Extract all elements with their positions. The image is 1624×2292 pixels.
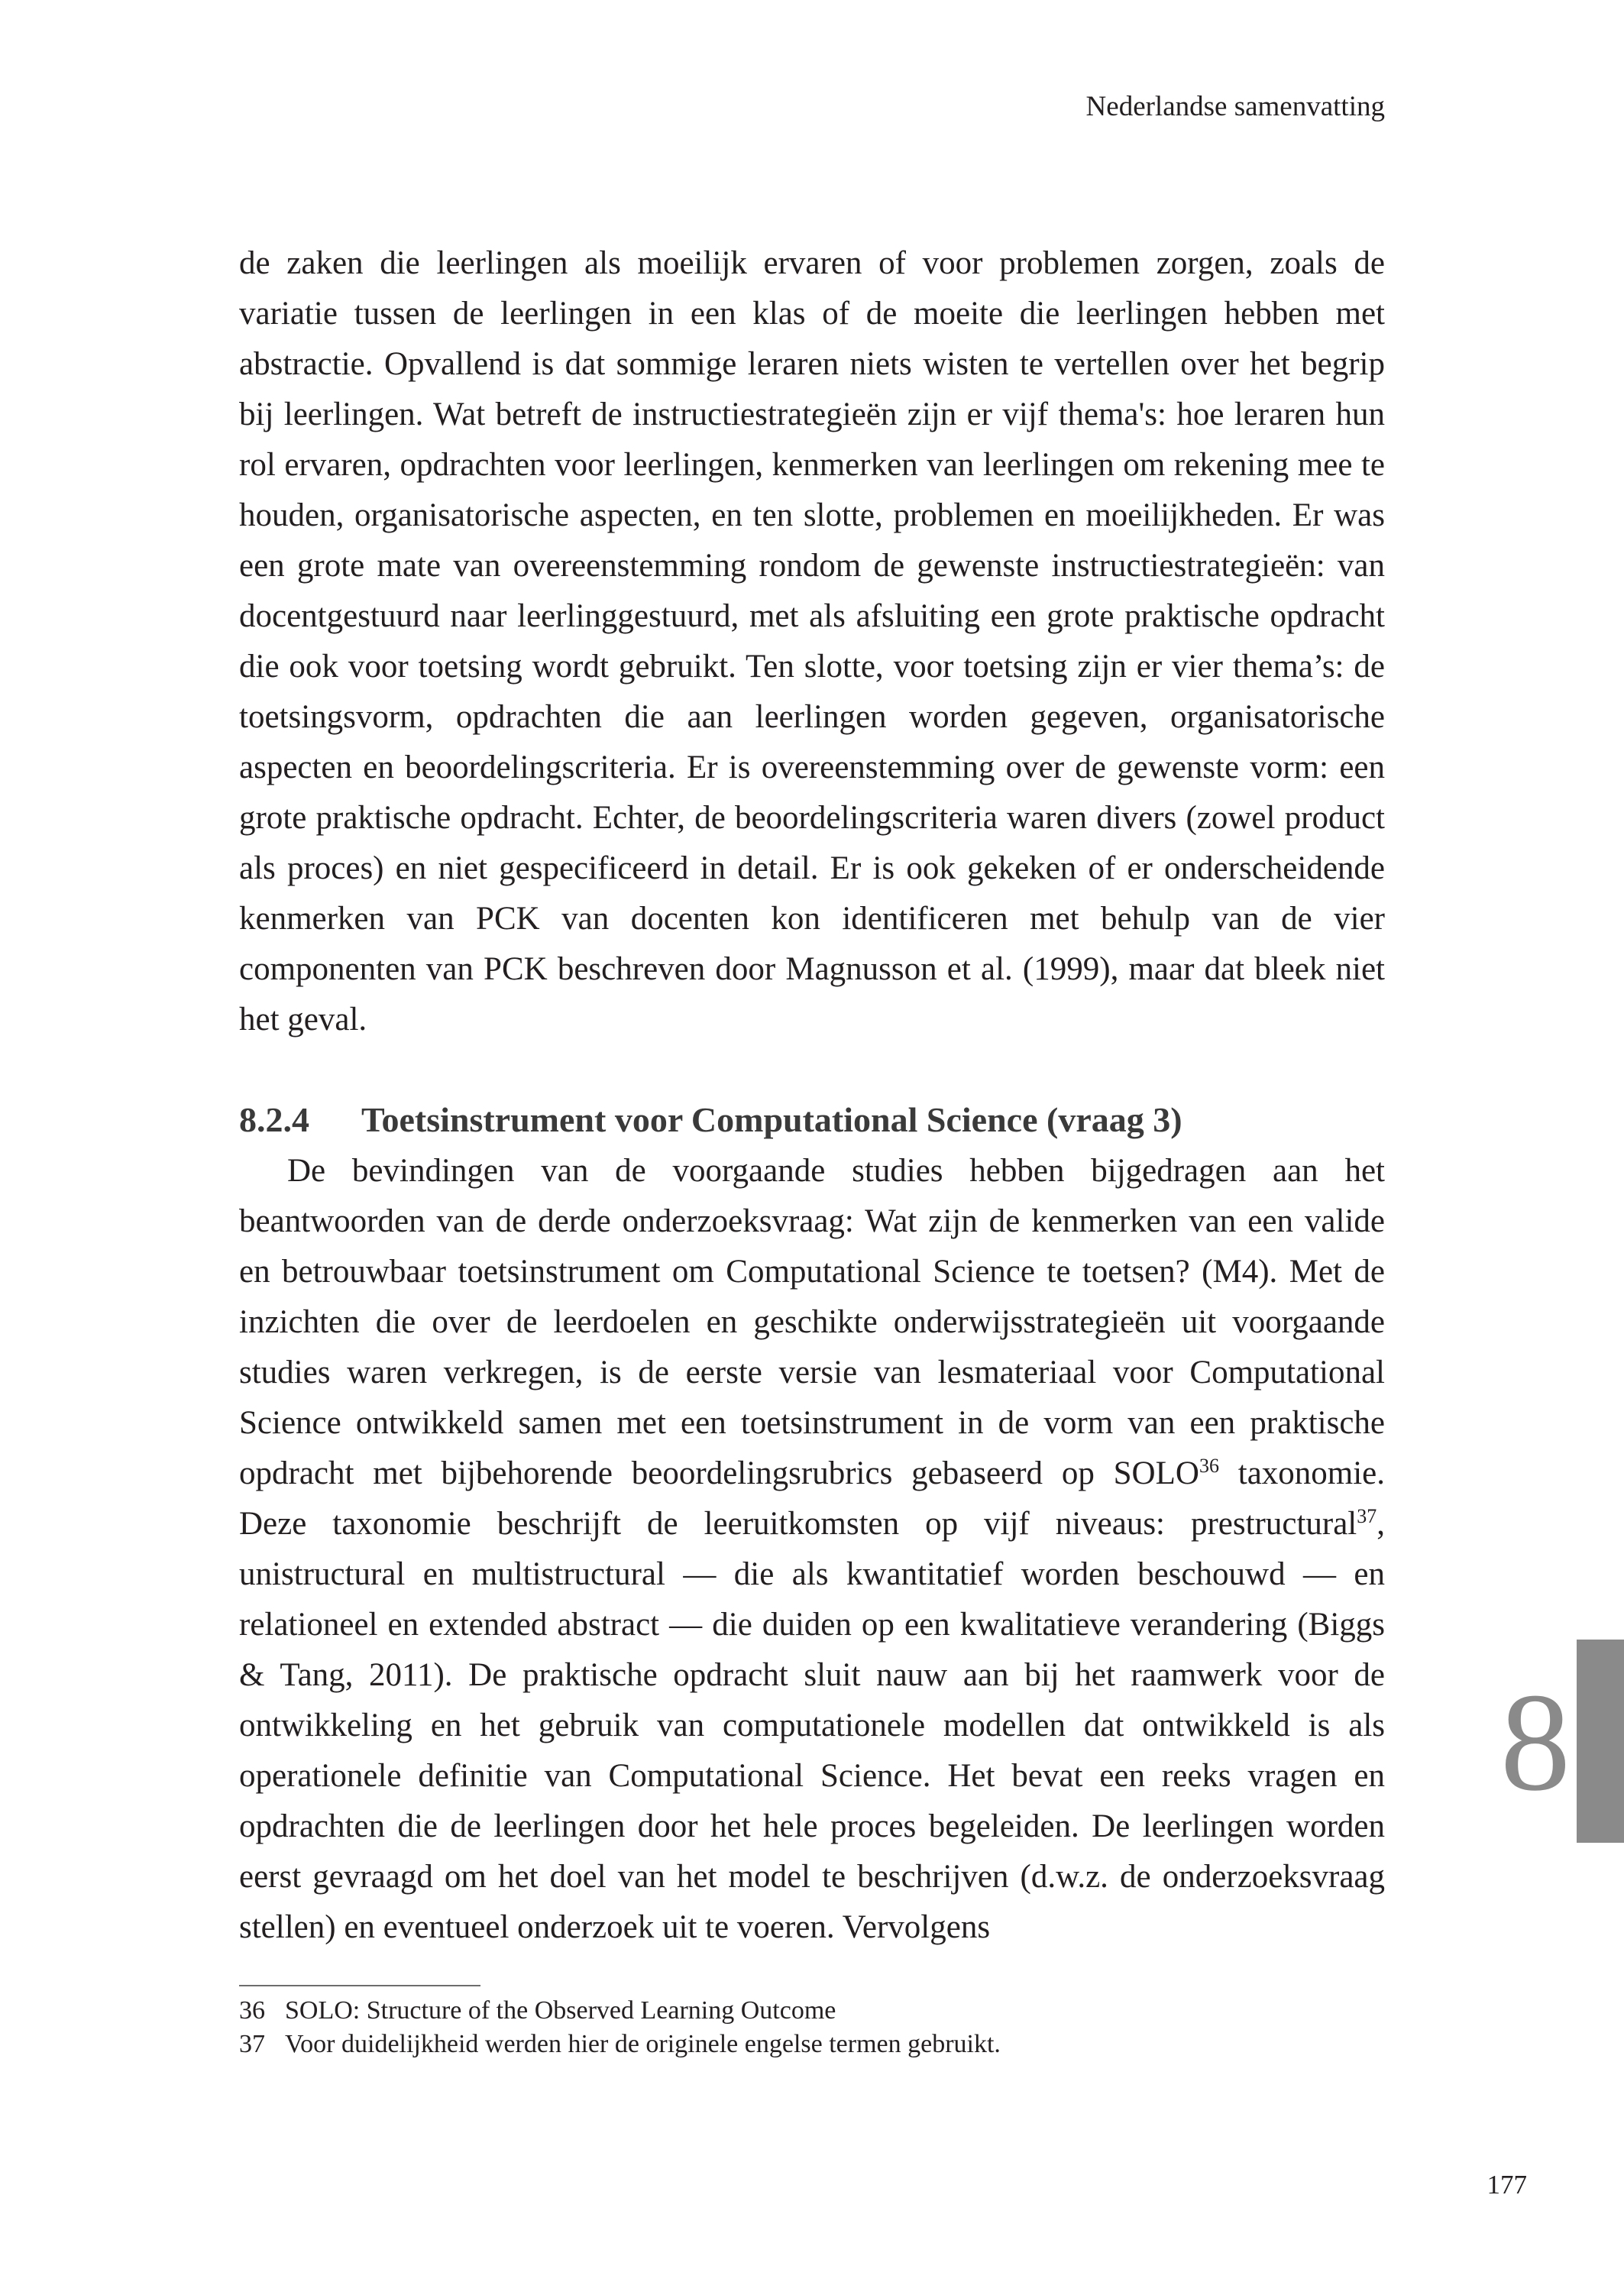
footnotes xyxy=(239,1994,1385,2061)
section-number: 8.2.4 xyxy=(239,1100,309,1139)
running-header: Nederlandse samenvatting xyxy=(1085,91,1385,122)
paragraph-2-text-b: taxonomie. Deze taxonomie beschrijft de leeruitkomsten op vijf niveaus: prestructural xyxy=(239,1455,1386,1542)
paragraph-2-text-c: , unistructural en multistructural — die als kwantitatief worden beschouwd — en relationeel en extended abstract — die duiden op een kwalitatieve verandering (Biggs & Tang, 2011). De praktische opdracht sluit nauw aan bij het raamwerk voor de ontwikkeling en het gebruik van computationele modellen dat ontwikkeld is als operationele definitie van Computational Science. Het bevat een reeks vragen en opdrachten die de leerlingen door het hele proces begeleiden. De leerlingen worden eerst gevraagd om het doel van het model te beschrijven (d.w.z. de onderzoeksvraag stellen) en eventueel onderzoek uit te voeren. Vervolgens xyxy=(239,1506,1385,1945)
footnote-divider xyxy=(239,1985,480,1986)
footnote-ref-36: 36 xyxy=(1199,1455,1219,1477)
footnote-ref-37: 37 xyxy=(1357,1505,1377,1527)
section-heading xyxy=(239,1095,1385,1145)
footnote-number: 37 xyxy=(239,2030,265,2058)
footnote-text: Voor duidelijkheid werden hier de originele engelse termen gebruikt. xyxy=(285,2030,1001,2058)
section-title: Toetsinstrument voor Computational Science (vraag 3) xyxy=(361,1100,1182,1139)
chapter-tab-marker xyxy=(1577,1640,1624,1843)
body-paragraph-2 xyxy=(239,1146,1385,1953)
page-number: 177 xyxy=(1487,2170,1527,2200)
footnote-37 xyxy=(239,2028,1385,2061)
body-paragraph-1: de zaken die leerlingen als moeilijk ervaren of voor problemen zorgen, zoals de variatie tussen de leerlingen in een klas of de moeite die leerlingen hebben met abstractie. Opvallend is dat sommige leraren niets wisten te vertellen over het begrip bij leerlingen. Wat betreft de instructiestrategieën zijn er vijf thema's: hoe leraren hun rol ervaren, opdrachten voor leerlingen, kenmerken van leerlingen om rekening mee te houden, organisatorische aspecten, en ten slotte, problemen en moeilijkheden. Er was een grote mate van overeenstemming rondom de gewenste instructiestrategieën: van docentgestuurd naar leerlinggestuurd, met als afsluiting een grote praktische opdracht die ook voor toetsing wordt gebruikt. Ten slotte, voor toetsing zijn er vier thema’s: de toetsingsvorm, opdrachten die aan leerlingen worden gegeven, organisatorische aspecten en beoordelingscriteria. Er is overeenstemming over de gewenste vorm: een grote praktische opdracht. Echter, de beoordelingscriteria waren divers (zowel product als proces) en niet gespecificeerd in detail. Er is ook gekeken of er onderscheidende kenmerken van PCK van docenten kon identificeren met behulp van de vier componenten van PCK beschreven door Magnusson et al. (1999), maar dat bleek niet het geval. xyxy=(239,245,1385,1038)
footnote-text: SOLO: Structure of the Observed Learning Outcome xyxy=(285,1996,836,2025)
paragraph-2-text-a: De bevindingen van de voorgaande studies hebben bijgedragen aan het beantwoorden van de derde onderzoeksvraag: Wat zijn de kenmerken van een valide en betrouwbaar toetsinstrument om Computational Science te toetsen? (M4). Met de inzichten die over de leerdoelen en geschikte onderwijsstrategieën uit voorgaande studies waren verkregen, is de eerste versie van lesmateriaal voor Computational Science ontwikkeld samen met een toetsinstrument in de vorm van een praktische opdracht met bijbehorende beoordelingsrubrics gebaseerd op SOLO xyxy=(239,1153,1385,1491)
chapter-number: 8 xyxy=(1500,1664,1571,1820)
footnote-number: 36 xyxy=(239,1996,265,2025)
footnote-36 xyxy=(239,1994,1385,2028)
